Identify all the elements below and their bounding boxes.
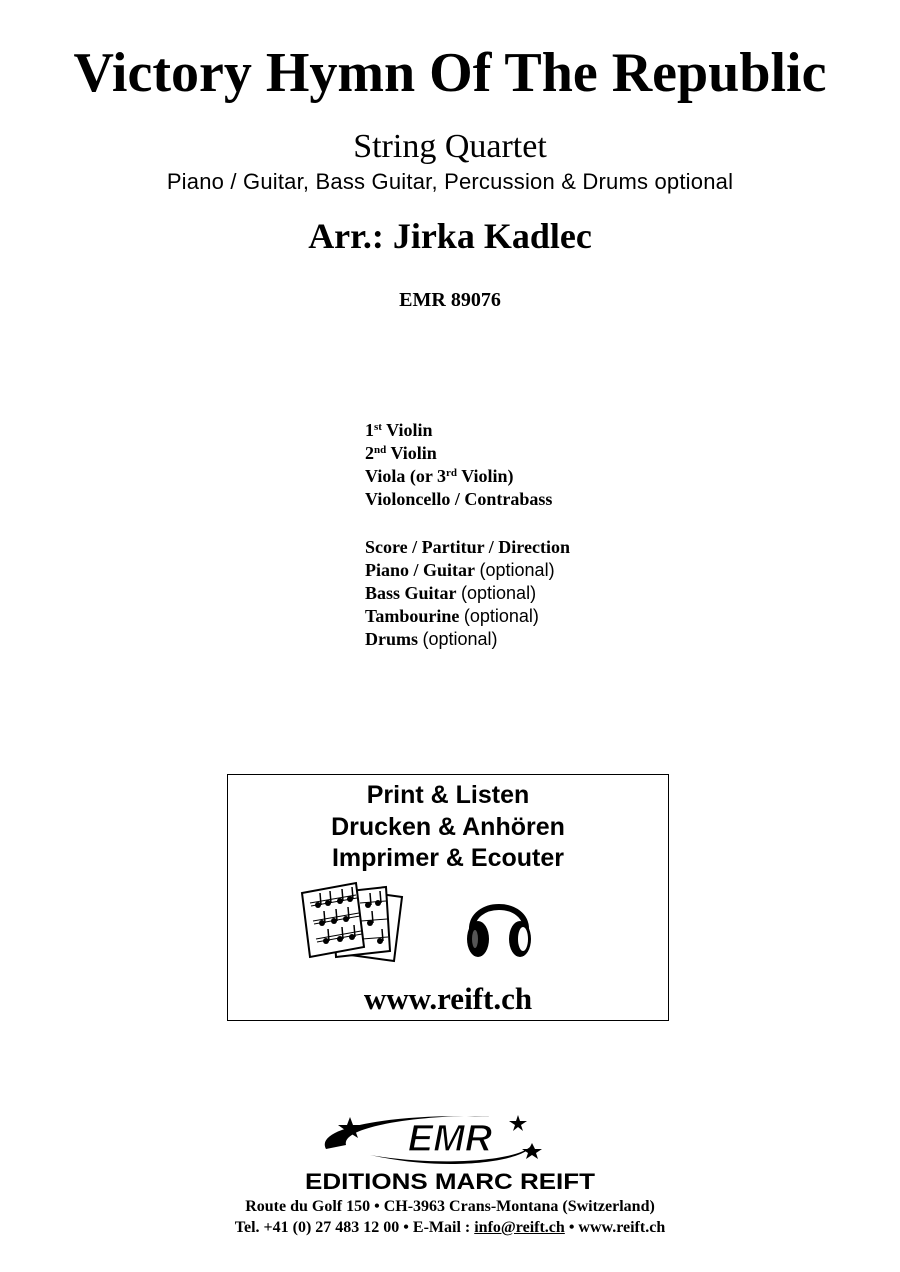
emr-logo [300,1105,600,1198]
website-url[interactable]: www.reift.ch [363,981,533,1016]
part-piano: Piano / Guitar (optional) [365,560,555,580]
part-bass-guitar: Bass Guitar (optional) [365,583,537,603]
sheet-music-icon [298,881,414,968]
ensemble-subtitle: String Quartet [353,128,547,165]
phone-label: Tel. +41 (0) 27 483 12 00 • E-Mail : [234,1219,471,1236]
part-violin-1: 1st Violin [365,420,433,440]
arranger: Arr.: Jirka Kadlec [308,216,592,256]
part-violin-2: 2nd Violin [365,443,437,463]
headphones-icon [464,887,534,968]
publisher-contact [0,1220,900,1236]
optional-instruments: Piano / Guitar, Bass Guitar, Percussion & Drums optional [166,169,734,194]
publisher-address: Route du Golf 150 • CH-3963 Crans-Montana (Switzerland) [245,1198,655,1215]
catalog-number: EMR 89076 [399,289,501,311]
part-cello: Violoncello / Contrabass [365,489,553,509]
logo-name: EDITIONS MARC REIFT [305,1169,596,1193]
print-listen-box [227,774,669,1021]
promo-line-german: Drucken & Anhören [331,813,565,841]
logo-mark: EMR [407,1118,493,1160]
page-title: Victory Hymn Of The Republic [73,42,827,104]
promo-line-english: Print & Listen [366,781,530,809]
parts-list [365,419,570,651]
promo-line-french: Imprimer & Ecouter [331,844,564,872]
part-drums: Drums (optional) [365,629,498,649]
web-link[interactable]: • www.reift.ch [568,1219,666,1236]
part-viola: Viola (or 3rd Violin) [365,466,514,486]
part-tambourine: Tambourine (optional) [365,606,539,626]
part-score: Score / Partitur / Direction [365,537,570,557]
email-link[interactable]: info@reift.ch [474,1219,565,1236]
